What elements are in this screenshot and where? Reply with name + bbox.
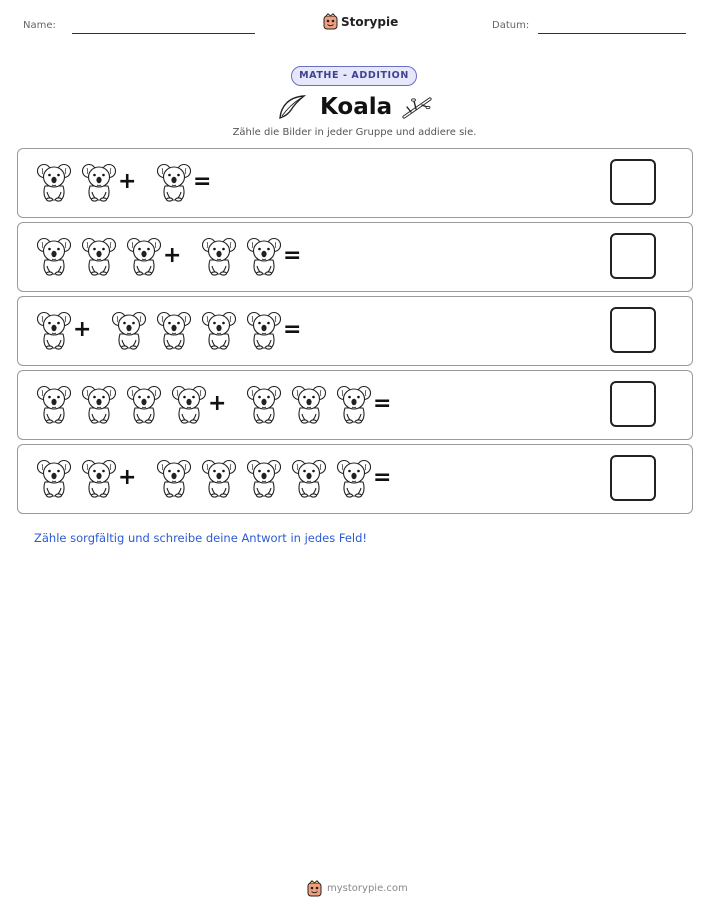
- problem-row: [17, 148, 693, 218]
- answer-box[interactable]: [610, 455, 656, 501]
- koala-icon: [81, 236, 117, 276]
- koala-icon: [336, 384, 372, 424]
- equals-sign: =: [283, 317, 302, 342]
- name-label: Name:: [23, 20, 56, 31]
- koala-icon: [126, 236, 162, 276]
- plus-sign: +: [73, 317, 92, 342]
- date-line: [538, 33, 686, 34]
- answer-box[interactable]: [610, 233, 656, 279]
- koala-icon: [156, 458, 192, 498]
- subject-badge: MATHE - ADDITION: [291, 66, 417, 86]
- problem-row: [17, 370, 693, 440]
- plus-sign: +: [208, 391, 227, 416]
- page-footer: [0, 880, 709, 898]
- plus-sign: +: [118, 169, 137, 194]
- koala-icon: [126, 384, 162, 424]
- leaf-icon: [277, 94, 307, 120]
- storypie-logo-icon: [323, 13, 338, 30]
- koala-icon: [246, 236, 282, 276]
- koala-icon: [201, 458, 237, 498]
- answer-box[interactable]: [610, 307, 656, 353]
- branch-icon: [402, 95, 434, 119]
- koala-icon: [291, 384, 327, 424]
- equals-sign: =: [193, 169, 212, 194]
- koala-icon: [156, 310, 192, 350]
- koala-icon: [336, 458, 372, 498]
- footer-note: Zähle sorgfältig und schreibe deine Antwort in jedes Feld!: [34, 531, 368, 545]
- title-row: [0, 92, 709, 122]
- worksheet-header: [0, 0, 709, 50]
- koala-icon: [246, 458, 282, 498]
- equals-sign: =: [373, 391, 392, 416]
- answer-box[interactable]: [610, 381, 656, 427]
- koala-icon: [246, 310, 282, 350]
- equals-sign: =: [283, 243, 302, 268]
- problem-row: [17, 222, 693, 292]
- storypie-logo-icon: [307, 880, 322, 897]
- koala-icon: [156, 162, 192, 202]
- koala-icon: [36, 236, 72, 276]
- answer-box[interactable]: [610, 159, 656, 205]
- koala-icon: [246, 384, 282, 424]
- problem-row: [17, 444, 693, 514]
- equals-sign: =: [373, 465, 392, 490]
- koala-icon: [201, 236, 237, 276]
- plus-sign: +: [118, 465, 137, 490]
- koala-icon: [36, 310, 72, 350]
- koala-icon: [291, 458, 327, 498]
- problem-row: [17, 296, 693, 366]
- name-line: [72, 33, 255, 34]
- brand-name: Storypie: [341, 14, 399, 29]
- brand-logo: [323, 13, 398, 30]
- page-title: Koala: [320, 94, 393, 120]
- koala-icon: [81, 458, 117, 498]
- koala-icon: [81, 162, 117, 202]
- koala-icon: [36, 458, 72, 498]
- plus-sign: +: [163, 243, 182, 268]
- instruction-text: Zähle die Bilder in jeder Gruppe und addiere sie.: [232, 127, 477, 138]
- koala-icon: [36, 162, 72, 202]
- koala-icon: [171, 384, 207, 424]
- koala-icon: [111, 310, 147, 350]
- koala-icon: [201, 310, 237, 350]
- koala-icon: [81, 384, 117, 424]
- footer-site: mystorypie.com: [327, 883, 408, 894]
- date-label: Datum:: [492, 20, 530, 31]
- koala-icon: [36, 384, 72, 424]
